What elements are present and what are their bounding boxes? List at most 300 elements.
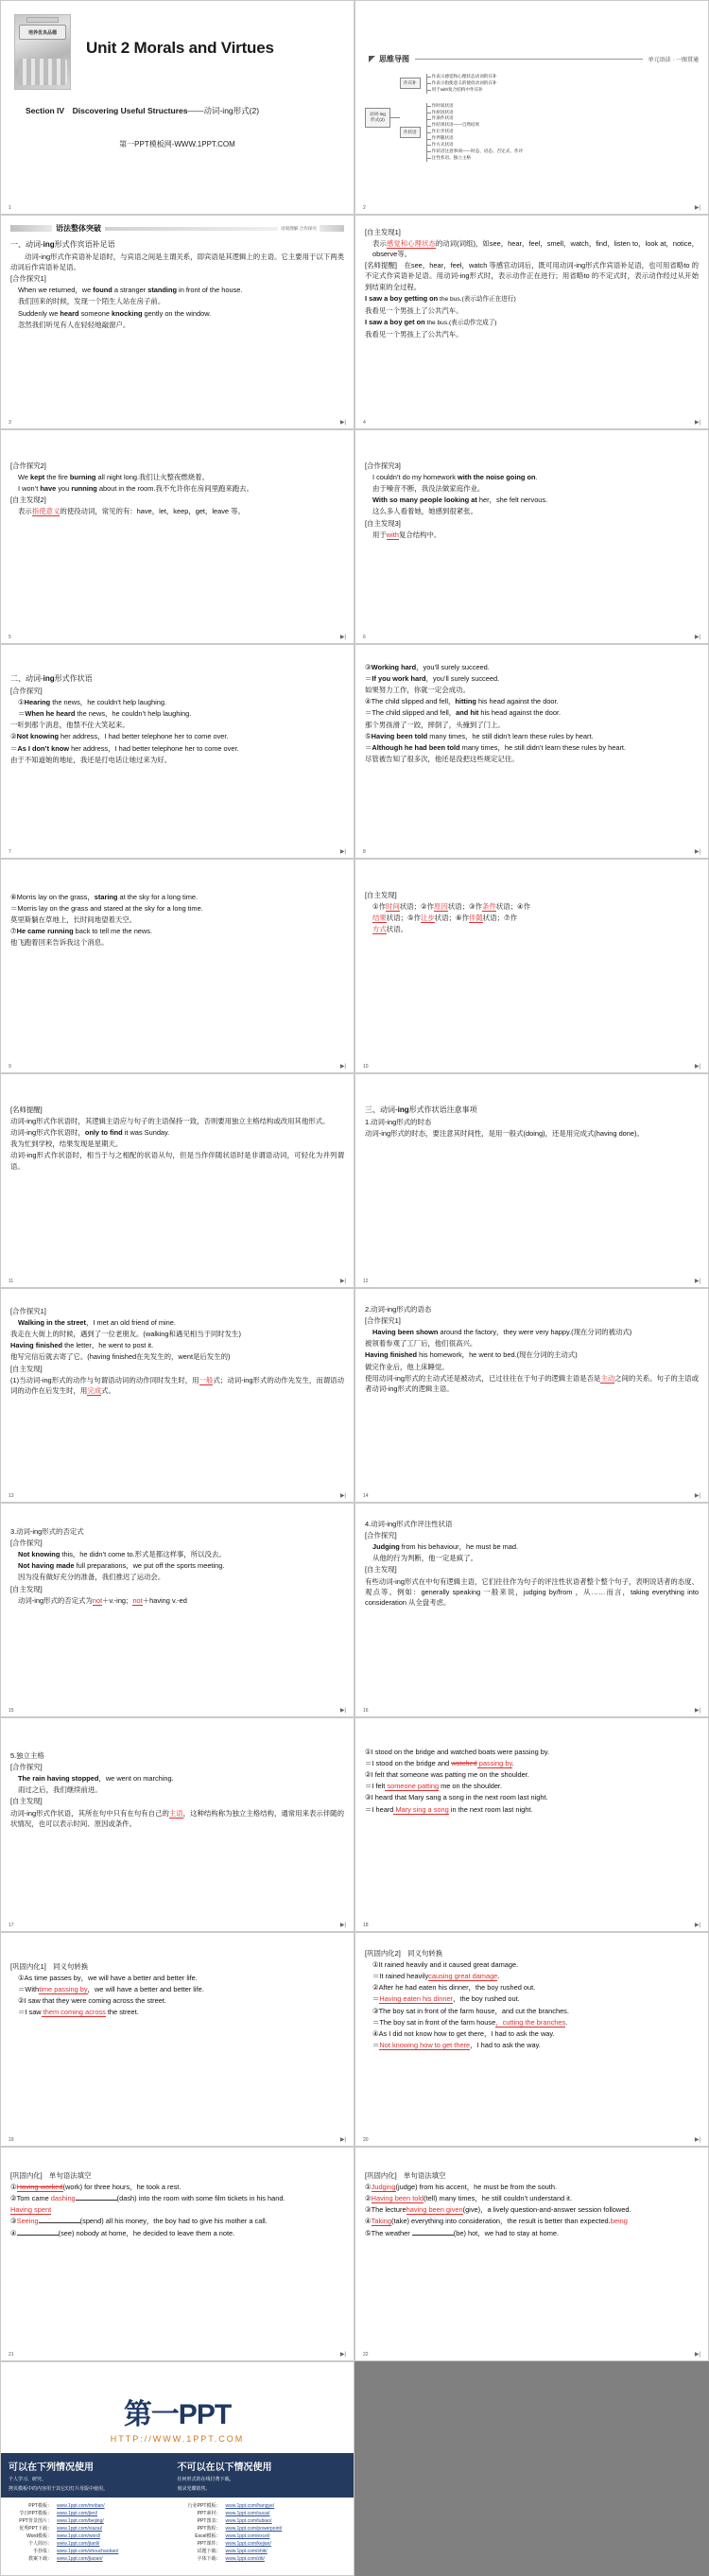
slide21-line-3: ③Seeing (spend) all his money，the boy had to give his mother a call. (10, 2217, 268, 2226)
play-icon[interactable]: ▶| (339, 849, 346, 855)
footer-link[interactable]: www.1ppt.com/jiaoan/ (57, 2556, 103, 2562)
cover-subtitle (26, 105, 354, 116)
slide22-line-3: ③The lecturehaving been given(give)，a lively question-and-answer session followed. (365, 2205, 631, 2215)
page-number: 4 (363, 420, 366, 426)
play-icon[interactable]: ▶| (694, 205, 700, 211)
slide12-heading: 三、动词-ing形式作状语注意事项 (365, 1105, 477, 1114)
footer-deny-title: 不可以在以下情况使用 (177, 2463, 272, 2473)
flag-icon (369, 56, 375, 62)
play-icon[interactable]: ▶| (694, 849, 700, 855)
slide16-label: [合作探究] (365, 1531, 397, 1540)
slide6-example-2-cn: 这么多人看着她，她感到很紧张。 (372, 507, 477, 516)
answer: Having worked (16, 2183, 63, 2192)
slide20-line-8: ＝Not knowing how to get there，I had to ask the way. (372, 2040, 541, 2049)
slide-16[interactable] (354, 1503, 709, 1717)
slide9-line-2: ＝Morris lay on the grass and stared at the sky for a long time. (10, 904, 203, 914)
slide-cover[interactable] (0, 0, 354, 215)
slide-15[interactable] (0, 1503, 354, 1717)
slide-7[interactable] (0, 644, 354, 859)
footer-link-row: 个人简历： www.1ppt.com/jianli/ (27, 2541, 100, 2547)
slide7-line-6: 由于不知道她的地址，我还是打电话让她过来为好。 (10, 755, 171, 764)
footer-link[interactable]: www.1ppt.com/powerpoint/ (225, 2526, 283, 2532)
play-icon[interactable]: ▶| (694, 635, 700, 640)
slide7-line-5: ＝As I don’t know her address，I had better telephone her to come over. (10, 743, 239, 753)
footer-allow-item: 拷贝模板中的内容用于其它幻灯片母版中使用。 (9, 2486, 109, 2492)
section-band (10, 223, 344, 234)
slide15-label-2: [自主发现] (10, 1584, 43, 1593)
footer-link[interactable]: www.1ppt.com/ziti/ (225, 2556, 265, 2562)
slide13-line-2: 我走在大街上的时候，遇到了一位老朋友。(walking和遇见相当于同时发生) (10, 1330, 241, 1339)
slide17-discovery: 动词-ing形式作状语，其所在句中只有在句有自己的主语，这种结构称为独立主格结构，通常用来表示伴随的状情况，也可以表示时间、原因或条件。 (10, 1808, 344, 1828)
page-number: 15 (9, 1708, 14, 1714)
page-number: 9 (9, 1064, 11, 1070)
footer-link-row: 优秀PPT下载： www.1ppt.com/xiazai/ (19, 2526, 103, 2532)
slide-14[interactable] (354, 1288, 709, 1503)
slide14-line-4: 做完作业后，他上床睡觉。 (365, 1362, 449, 1371)
slide18-line-3: ②I felt that someone was patting me on the shoulder. (365, 1770, 529, 1780)
slide8-line-8: ＝Although he had been told many times，he still didn’t learn these rules by heart. (365, 742, 627, 752)
slide9-line-1: ⑥Morris lay on the grass，staring at the sky for a long time. (10, 893, 199, 901)
slide-19[interactable] (0, 1932, 354, 2147)
footer-link-row: Excel模板： www.1ppt.com/excel/ (195, 2533, 270, 2539)
slide12-para: 动词-ing形式的时态，要注意其时间性，是用一般式(doing)，还是用完成式(having done)。 (365, 1129, 644, 1139)
slide-mindmap[interactable] (354, 0, 709, 215)
footer-links-left (9, 2502, 178, 2563)
slide20-line-7: ④As I did not know how to get there，I had to ask the way. (372, 2028, 555, 2038)
answer: not (92, 1595, 103, 1605)
footer-link[interactable]: www.1ppt.com/shiti/ (225, 2549, 268, 2554)
slide19-line-1: ①As time passes by，we will have a better and better life. (18, 1974, 198, 1983)
slide13-label: [合作探究1] (10, 1307, 46, 1315)
answer: not (132, 1595, 143, 1605)
slide18-line-1: ①I stood on the bridge and watched boats were passing by. (365, 1748, 550, 1756)
answer: 让步 (421, 914, 435, 923)
slide7-line-1: ①Hearing the news，he couldn’t help laughing. (18, 698, 167, 707)
footer-usage-terms (1, 2453, 354, 2498)
play-icon[interactable]: ▶| (339, 635, 346, 640)
cover-inner (1, 1, 354, 90)
slide18-line-4: ＝I felt someone patting me on the shoulder. (365, 1782, 503, 1791)
footer-link[interactable]: www.1ppt.com/tubiao/ (225, 2518, 272, 2524)
slide-footer-banner[interactable] (0, 2361, 354, 2576)
page-number: 5 (9, 635, 11, 640)
slide6-example-1-cn: 由于噪音不断，我没法做家庭作业。 (372, 484, 485, 494)
slide6-label: [合作探究3] (365, 461, 401, 470)
slide16-line-2: 从他的行为判断，他一定是疯了。 (372, 1554, 477, 1563)
mindmap-leaf: 作结果状语——自然结果 (432, 122, 523, 129)
footer-link[interactable]: www.1ppt.com/excel/ (225, 2533, 270, 2539)
answer: 指使意义 (31, 507, 61, 516)
slide10-label: [自主发现] (365, 891, 397, 899)
play-icon[interactable]: ▶| (694, 1064, 700, 1070)
band-bar (105, 227, 278, 231)
mindmap-branch (400, 74, 523, 94)
mindmap-leaf: 作原因状语 (432, 110, 523, 116)
slide18-line-2: ＝I stood on the bridge and watched passing by. (365, 1759, 514, 1768)
slide-3[interactable] (0, 215, 354, 429)
mindmap-leaf: 作伴随状语 (432, 135, 523, 142)
footer-link-row: PPT背景图片： www.1ppt.com/beijing/ (19, 2518, 104, 2524)
play-icon[interactable]: ▶| (339, 2352, 346, 2358)
slide15-discovery: 动词-ing形式的否定式为not＋v.-ing；not＋having v.-ed (18, 1595, 187, 1605)
slide10-line-3: 方式状语。 (372, 925, 407, 934)
slide5-discovery: 表示指使意义的使役动词，常见的有：have，let，keep，get，leave 等。 (18, 507, 245, 516)
slide4-discovery: 表示感觉和心理状态的动词(词组)，如see，hear，feel，smell，watch，find，listen to，look at，notice，observe等。 (372, 239, 699, 259)
play-icon[interactable]: ▶| (339, 1493, 346, 1499)
mindmap-leaves (426, 103, 523, 162)
page-number: 17 (9, 1923, 14, 1928)
mindmap-branch (400, 103, 523, 162)
slide14-line-2: 被领着参观了工厂后，他们很高兴。 (365, 1339, 477, 1349)
answer: 一般 (199, 1375, 214, 1384)
footer-link-row: 教案下载： www.1ppt.com/jiaoan/ (27, 2556, 103, 2562)
play-icon[interactable]: ▶| (339, 1064, 346, 1070)
slide7-heading: 二、动词-ing形式作状语 (10, 674, 93, 683)
slide14-discovery: 使用动词-ing形式的主动式还是被动式，已过往往在于句子的逻辑主语是否是主动之间的关系。句子的主语或者动词-ing形式的逻辑主语。 (365, 1373, 699, 1393)
slide20-line-4: ＝Having eaten his dinner，the boy rushed out. (372, 1994, 520, 2004)
slide20-line-6: ＝The boy sat in front of the farm house，cutting the branches. (372, 2017, 568, 2027)
answer: 主语 (168, 1808, 183, 1818)
page-number: 2 (363, 205, 366, 211)
slide11-para-1: 动词-ing形式作状语时，其逻辑主语应与句子的主语保持一致，否则要用独立主格结构或改用其他形式。 (10, 1117, 330, 1126)
footer-links (1, 2498, 354, 2567)
slide-22[interactable] (354, 2147, 709, 2361)
footer-link-row: PPT素材： www.1ppt.com/sucai/ (197, 2511, 270, 2516)
slide14-line-1: Having been shown around the factory，they were very happy.(现在分词的被动式) (372, 1328, 632, 1337)
answer: with (386, 530, 399, 539)
mindmap-leaf: 作表示指使意义的使役动词的宾补 (431, 79, 497, 85)
slide13-label-2: [自主发现] (10, 1364, 43, 1373)
slide9-line-3: 莫里斯躺在草地上，长时间地望着天空。 (10, 915, 137, 925)
answer: Having spent (10, 2205, 52, 2215)
footer-link[interactable]: www.1ppt.com/xiazai/ (57, 2526, 103, 2532)
play-icon[interactable]: ▶| (694, 2352, 700, 2358)
slide21-label: [巩固内化] 单句语法填空 (10, 2171, 92, 2180)
play-icon[interactable]: ▶| (339, 1923, 346, 1928)
slide-21[interactable] (0, 2147, 354, 2361)
footer-link-row: 手抄报： www.1ppt.com/shouchaobao/ (32, 2549, 119, 2554)
answer: causing great damage (428, 1972, 498, 1981)
slide20-line-2: ＝It rained heavilycausing great damage. (372, 1972, 500, 1981)
mindmap-leaf: 用于with复合结构中作宾补 (432, 87, 497, 94)
answer: someone patting (385, 1782, 440, 1791)
slide13-discovery: (1)当动词-ing形式的动作与句谓语动词的动作同时发生时，用一般式；动词-ing形式的动作先发生，而谓语动词的动作在后发生时，用完成式。 (10, 1375, 344, 1395)
mindmap-body (365, 74, 699, 162)
mindmap-leaf: 作条件状语 (432, 115, 523, 122)
answer: having been given (406, 2205, 463, 2215)
slide6-label-2: [自主发现3] (365, 518, 401, 528)
footer-deny-col (178, 2459, 347, 2492)
slide21-line-2: ②Tom came dashing (dash) into the room with some film tickets in his hand. (10, 2194, 285, 2203)
answer: Having eaten his dinner (379, 1994, 454, 2004)
page-number: 20 (363, 2137, 369, 2143)
slide4-label: [自主发现1] (365, 228, 401, 236)
play-icon[interactable]: ▶| (694, 1708, 700, 1714)
play-icon[interactable]: ▶| (339, 1708, 346, 1714)
slide3-example-2-cn: 忽然我们听见有人在轻轻地敲窗户。 (18, 320, 130, 329)
slide-10[interactable] (354, 859, 709, 1073)
answer: dashing (50, 2194, 76, 2203)
slide22-line-5: ⑤The weather (be) hot，we had to stay at home. (365, 2228, 560, 2237)
cover-site-credit: 第一PPT模板网-WWW.1PPT.COM (119, 140, 235, 148)
slide7-line-2: ＝When he heard the news，he couldn’t help laughing. (18, 709, 192, 719)
page-number: 18 (363, 1923, 369, 1928)
slide-11[interactable] (0, 1073, 354, 1288)
slide9-line-5: 他飞跑着回来告诉我这个消息。 (10, 938, 109, 948)
page-number: 12 (363, 1279, 369, 1284)
footer-link-row: 节日PPT模板： www.1ppt.com/jieri/ (19, 2511, 98, 2516)
slide11-label: [名师提醒] (10, 1105, 43, 1114)
slide19-label: [巩固内化1] 同义句转换 (10, 1962, 89, 1971)
answer: 方式 (372, 925, 387, 934)
page-number: 14 (363, 1493, 369, 1499)
page-number: 1 (9, 205, 11, 211)
page-number: 6 (363, 635, 366, 640)
play-icon[interactable]: ▶| (694, 2137, 700, 2143)
slide15-line-2: Not having made full preparations，we put off the sports meeting. (18, 1561, 225, 1571)
band-end-block (320, 225, 344, 232)
slide11-para-2: 动词-ing形式作状语时，only to find it was Sunday. (10, 1128, 170, 1138)
slide19-line-4: ＝I saw them coming across the street. (18, 2008, 139, 2017)
slide22-label: [巩固内化] 单句语法填空 (365, 2171, 446, 2180)
slide19-line-2: ＝Withtime passing by，we will have a better and better life. (18, 1985, 204, 1994)
slide-17[interactable] (0, 1717, 354, 1932)
page-number: 22 (363, 2352, 369, 2358)
footer-link[interactable]: www.1ppt.com/hangye/ (225, 2503, 275, 2509)
play-icon[interactable]: ▶| (339, 1279, 346, 1284)
mindmap-branch-node: 作宾补 (400, 78, 421, 89)
slide7-label: [合作探究] (10, 687, 43, 695)
slide17-sub: 5.独立主格 (10, 1751, 44, 1760)
footer-link[interactable]: www.1ppt.com/shouchaobao/ (57, 2549, 119, 2554)
page-number: 3 (9, 420, 11, 426)
page-number: 10 (363, 1064, 369, 1070)
slide-4[interactable] (354, 215, 709, 429)
mindmap-leaves (426, 74, 497, 94)
answer: Seeing (16, 2217, 39, 2226)
footer-logo (1, 2362, 354, 2444)
answer: 伴随 (469, 914, 483, 923)
mindmap-root-node: 动词-ing 形式(2) (365, 108, 390, 127)
slide20-line-5: ③The boy sat in front of the farm house，and cut the branches. (372, 2006, 569, 2015)
footer-link-row: Word模板： www.1ppt.com/word/ (26, 2533, 101, 2539)
answer: Not knowing how to get there (379, 2040, 471, 2049)
slide4-example-2-cn: 我看见一个男孩上了公共汽车。 (365, 329, 463, 339)
answer: 完成 (87, 1385, 102, 1395)
slide15-line-3: 因为没有做好充分的准备，我们推迟了运动会。 (18, 1573, 165, 1582)
slide-8[interactable] (354, 644, 709, 859)
mindmap-branch-node: 作状语 (400, 127, 421, 138)
slide17-line-2: 雨过之后，我们继续前进。 (18, 1785, 102, 1795)
answer: 原因 (434, 902, 448, 912)
slide10-line-2: 结果状语；⑤作让步状语；⑥作伴随状语；⑦作 (372, 914, 517, 923)
mindmap-leaf: 作表示感觉和心理状态动词的宾补 (431, 74, 497, 78)
cover-image-tag (26, 17, 59, 23)
answer: time passing by (39, 1985, 88, 1994)
answer: being (610, 2217, 628, 2226)
slide7-line-4: ②Not knowing her address，I had better telephone her to come over. (10, 732, 229, 741)
slide15-sub: 3.动词-ing形式的否定式 (10, 1527, 84, 1536)
footer-deny-item: 刻录光碟销售。 (177, 2486, 211, 2492)
mindmap-branches (400, 74, 523, 162)
mindmap-header (369, 54, 699, 64)
slide6-example-1: I couldn’t do my homework with the noise going on. (372, 473, 538, 482)
page-number: 8 (363, 849, 366, 855)
answer: 结果 (372, 914, 387, 923)
slide10-line-1: ①作时间状语；②作原因状语；③作条件状语；④作 (372, 902, 531, 912)
slide4-example-1-cn: 我看见一个男孩上了公共汽车。 (365, 305, 463, 315)
band-title: 语法整体突破 (56, 224, 101, 233)
slide11-para-3: 我为忙到学校，结果发现是星期天。 (10, 1140, 123, 1149)
slide22-line-1: ①Judging(judge) from his accent，he must be from the south. (365, 2183, 558, 2192)
answer: Having been told (371, 2194, 424, 2203)
slide13-line-4: 他写完信后就去寄了它。(having finished在先发生的，went是后发生的) (10, 1352, 231, 1362)
footer-allow-col (9, 2459, 178, 2492)
footer-deny-item: 任何形式的在线付费下载。 (177, 2477, 234, 2482)
slide8-line-3: 如果努力工作，你就一定会成功。 (365, 686, 470, 695)
slide14-line-3: Having finished his homework，he went to bed.(现在分词的主动式) (365, 1350, 578, 1360)
slide21-line-4: ④ (see) nobody at home，he decided to leave them a note. (10, 2228, 235, 2237)
footer-allow-title: 可以在下列情况使用 (9, 2463, 94, 2473)
slide6-example-2: With so many people looking at her，she felt nervous. (372, 496, 548, 505)
answer: passing by (476, 1759, 512, 1768)
slide3-example-1: When we returned，we found a stranger standing in front of the house. (18, 286, 243, 295)
slide17-line-1: The rain having stopped，we went on marching. (18, 1774, 174, 1784)
slide-empty-placeholder (354, 2361, 709, 2576)
footer-link[interactable]: www.1ppt.com/moban/ (57, 2503, 105, 2509)
slide8-line-9: 尽管被告知了很多次，他还是没把这些规定记住。 (365, 754, 519, 763)
slide5-label-2: [自主发现2] (10, 496, 46, 505)
slide21-line-2-extra (10, 2204, 344, 2215)
slide8-line-5: ＝The child slipped and fell，and hit his head against the door. (365, 708, 562, 718)
mindmap-connector (390, 117, 400, 118)
mindmap-leaf: 注性状语、独立主格 (432, 155, 523, 162)
answer: 时间 (386, 902, 400, 912)
footer-link[interactable]: www.1ppt.com/word/ (57, 2533, 101, 2539)
band-right-label: 语境理解 合作探究 (280, 225, 317, 231)
slide21-line-1: ①Having worked(work) for three hours，he took a rest. (10, 2183, 182, 2192)
footer-logo-text: 第一PPT (123, 2399, 232, 2430)
answer: Taking (371, 2217, 392, 2226)
slide15-label: [合作探究] (10, 1539, 43, 1548)
slide3-example-1-cn: 我们回来的时候，发现一个陌生人站在房子前。 (18, 297, 165, 306)
mindmap-leaf: 作状语注意事项——时态、语态、否定式、作评 (431, 148, 524, 153)
slide18-line-5: ③I heard that Mary sang a song in the next room last night. (365, 1793, 548, 1802)
footer-link-row: 行业PPT模板： www.1ppt.com/hangye/ (187, 2503, 275, 2509)
slide3-label: [合作探究1] (10, 274, 46, 284)
page-number: 7 (9, 849, 11, 855)
play-icon[interactable]: ▶| (694, 1923, 700, 1928)
play-icon[interactable]: ▶| (694, 420, 700, 426)
answer: Judging (371, 2183, 396, 2192)
footer-link-row: PPT教程： www.1ppt.com/powerpoint/ (197, 2526, 283, 2532)
footer-link[interactable]: www.1ppt.com/jianli/ (57, 2541, 100, 2547)
slide5-label: [合作探究2] (10, 461, 46, 470)
slide8-line-6: 那个男孩滑了一跤，摔倒了，头撞到了门上。 (365, 720, 505, 729)
page-number: 13 (9, 1493, 14, 1499)
footer-link-row: PPT课件： www.1ppt.com/kejian/ (197, 2541, 271, 2547)
cover-image-banner: 培养优良品德 (19, 25, 66, 40)
slide6-discovery: 用于with复合结构中。 (372, 530, 441, 539)
footer-link-row: PPT图表： www.1ppt.com/tubiao/ (197, 2518, 272, 2524)
page-number: 11 (9, 1279, 14, 1284)
footer-allow-item: 个人学习、研究。 (9, 2477, 47, 2482)
slide5-example-1: We kept the fire burning all night long.我们让火整夜燃烧着。 (18, 473, 209, 482)
slide-20[interactable] (354, 1932, 709, 2147)
slide18-line-6: ＝I heard Mary sing a song in the next room last night. (365, 1804, 533, 1814)
slide8-line-2: ＝If you work hard，you’ll surely succeed. (365, 674, 500, 684)
play-icon[interactable]: ▶| (694, 1493, 700, 1499)
slide15-line-1: Not knowing this，he didn’t come to.形式是都这样事，所以没去。 (18, 1550, 226, 1559)
slide22-line-4: ④Taking(take) everything into consideration，the result is better than expected.being (365, 2217, 628, 2226)
slide-13[interactable] (0, 1288, 354, 1503)
slide-18[interactable] (354, 1717, 709, 1932)
divider (415, 59, 643, 60)
slide-9[interactable] (0, 859, 354, 1073)
slide5-example-2: I won’t have you running about in the room.我不允许你在房间里跑来跑去。 (18, 484, 253, 494)
struck-text: watched (451, 1759, 477, 1768)
cover-thumbnail-image (14, 14, 71, 90)
slide13-line-3: Having finished the letter，he went to post it. (10, 1341, 154, 1350)
answer: 感觉和心理状态 (386, 239, 436, 249)
cover-image-figures (18, 59, 67, 85)
answer: ，cutting the branches (495, 2017, 566, 2027)
slide16-discovery: 有些动词-ing形式在中句有逻辑主语，它们往往作为句子的评注性状语者整个整个句子，表明说话者的态度、观点等。例如：generally speaking 一般来说，judging by/from ，从……而言，taking everything into consideration 从全盘考虑。 (365, 1576, 699, 1607)
cover-subtitle-cn: ——动词-ing形式(2) (187, 106, 260, 115)
slide-5[interactable] (0, 429, 354, 644)
footer-link[interactable]: www.1ppt.com/kejian/ (225, 2541, 271, 2547)
cover-title: Unit 2 Morals and Virtues (86, 39, 274, 57)
answer: Mary sing a song (393, 1804, 449, 1814)
cover-subtitle-en: Section IV Discovering Useful Structures (26, 106, 188, 115)
slide8-line-7: ⑤Having been told many times，he still didn’t learn these rules by heart. (365, 731, 594, 740)
slide16-line-1: Judging from his behaviour，he must be mad. (372, 1542, 519, 1552)
slide14-label: [合作探究1] (365, 1316, 401, 1326)
slide14-sub: 2.动词-ing形式的语态 (365, 1305, 432, 1314)
slide-12[interactable] (354, 1073, 709, 1288)
slide20-label: [巩固内化2] 同义句转换 (365, 1949, 443, 1958)
slide20-line-3: ②After he had eaten his dinner，the boy rushed out. (372, 1983, 536, 1993)
footer-links-right (178, 2502, 347, 2563)
mindmap-right-label: 单元语法 · 一图贯通 (648, 58, 699, 63)
answer: 条件 (482, 902, 496, 912)
mindmap-leaf: 作方式状语 (432, 142, 523, 148)
slide16-label-2: [自主发现] (365, 1565, 397, 1575)
footer-url: HTTP://WWW.1PPT.COM (110, 2434, 245, 2444)
mindmap-leaf: 作时间状语 (432, 103, 523, 110)
slide16-sub: 4.动词-ing形式作评注性状语 (365, 1520, 453, 1528)
slide22-line-2: ②Having been told(tell) many times，he still couldn’t understand it. (365, 2194, 573, 2203)
answer: them coming across (41, 2008, 106, 2017)
mindmap-title: 思维导图 (379, 55, 409, 63)
slide-6[interactable] (354, 429, 709, 644)
slide17-label: [合作探究] (10, 1763, 43, 1772)
slide11-para-4: 动词-ing形式作状语时，相当于与之相配的状语从句，但是当作伴随状语时是非谓语动词，可轻化为并列谓语。 (10, 1151, 344, 1171)
page-number: 16 (363, 1708, 369, 1714)
slide4-tip: [名师提醒] 在see，hear，feel，watch 等感官动词后，既可用动词-ing形式作宾语补足语，也可用省略to 的不定式作宾语补足语。用动词-ing形式时，表示动作正在进行；用省略to 的不定式时，表示动作经过从开始到结束的全过程。 (365, 261, 699, 291)
play-icon[interactable]: ▶| (339, 420, 346, 426)
footer-link[interactable]: www.1ppt.com/beijing/ (57, 2518, 104, 2524)
slide3-para: 动词-ing形式作宾语补足语时，与宾语之间是主谓关系，即宾语是其逻辑上的主语。它主要用于以下两类动词后作宾语补足语。 (10, 252, 344, 272)
slide8-line-1: ③Working hard，you’ll surely succeed. (365, 663, 490, 671)
play-icon[interactable]: ▶| (694, 1279, 700, 1284)
play-icon[interactable]: ▶| (339, 2137, 346, 2143)
footer-link[interactable]: www.1ppt.com/sucai/ (225, 2511, 270, 2516)
slide4-example-1: I saw a boy getting on the bus.(表示动作正在进行) (365, 293, 516, 303)
footer-link[interactable]: www.1ppt.com/jieri/ (57, 2511, 98, 2516)
slide20-line-1: ①It rained heavily and it caused great damage. (372, 1960, 519, 1970)
slide19-line-3: ②I saw that they were coming across the street. (18, 1996, 166, 2006)
